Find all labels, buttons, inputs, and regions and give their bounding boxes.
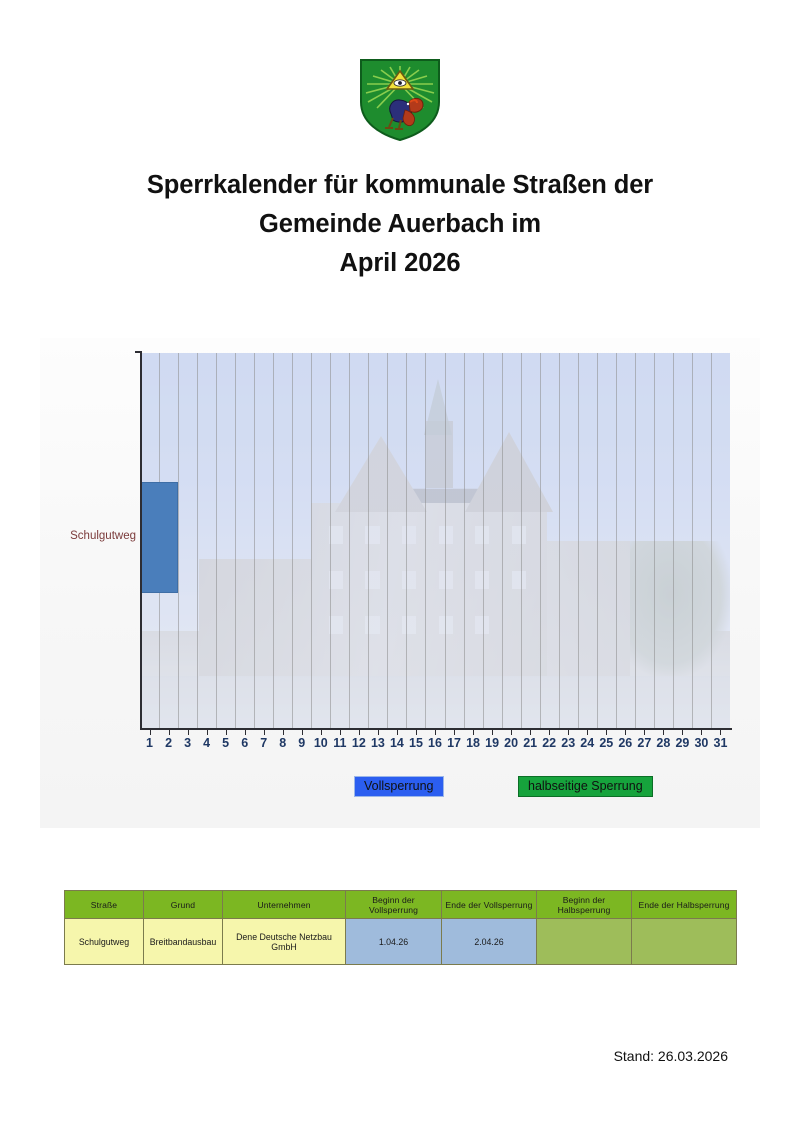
x-tick-label: 28 <box>656 736 671 750</box>
x-tick-mark <box>511 730 512 735</box>
gridline <box>616 353 617 728</box>
gridline <box>673 353 674 728</box>
x-tick-label: 22 <box>542 736 557 750</box>
x-tick-label: 7 <box>260 736 268 750</box>
gridline <box>425 353 426 728</box>
gridline <box>292 353 293 728</box>
gridline <box>654 353 655 728</box>
x-tick-mark <box>226 730 227 735</box>
table-header-cell-5: Beginn der Halbsperrung <box>537 891 632 919</box>
sperrkalender-chart <box>40 338 760 828</box>
x-tick-mark <box>302 730 303 735</box>
chart-plot-area <box>140 353 730 728</box>
x-tick-label: 23 <box>561 736 576 750</box>
x-tick-label: 10 <box>313 736 328 750</box>
x-tick-label: 5 <box>222 736 230 750</box>
x-tick-label: 2 <box>165 736 173 750</box>
y-axis-tick <box>135 351 141 353</box>
table-cell-0: Schulgutweg <box>65 919 144 965</box>
gridline <box>502 353 503 728</box>
x-tick-mark <box>188 730 189 735</box>
x-tick-mark <box>435 730 436 735</box>
x-tick-label: 9 <box>298 736 306 750</box>
gridline <box>692 353 693 728</box>
x-tick-mark <box>549 730 550 735</box>
x-tick-mark <box>321 730 322 735</box>
chart-legend <box>40 776 760 800</box>
category-label-schulgutweg: Schulgutweg <box>70 529 136 542</box>
x-tick-label: 18 <box>466 736 481 750</box>
table-cell-2: Dene Deutsche Netzbau GmbH <box>223 919 346 965</box>
gridline <box>483 353 484 728</box>
gridline <box>406 353 407 728</box>
x-tick-mark <box>625 730 626 735</box>
x-tick-label: 29 <box>675 736 690 750</box>
table-header-cell-4: Ende der Vollsperrung <box>442 891 537 919</box>
stand-date: Stand: 26.03.2026 <box>613 1048 728 1064</box>
gridline <box>368 353 369 728</box>
x-tick-mark <box>378 730 379 735</box>
sperrungen-table-container <box>64 890 736 965</box>
page-title <box>60 166 740 283</box>
gridline <box>635 353 636 728</box>
x-tick-mark <box>283 730 284 735</box>
x-tick-label: 19 <box>485 736 500 750</box>
x-tick-label: 14 <box>389 736 404 750</box>
legend-item-halbseitige-sperrung: halbseitige Sperrung <box>518 776 653 797</box>
gridline <box>559 353 560 728</box>
x-tick-mark <box>492 730 493 735</box>
table-row <box>65 919 737 965</box>
x-tick-label: 15 <box>409 736 423 750</box>
title-line-1: Sperrkalender für kommunale Straßen der <box>146 171 654 199</box>
x-tick-label: 31 <box>713 736 728 750</box>
gridline <box>178 353 179 728</box>
x-tick-label: 27 <box>637 736 652 750</box>
x-tick-label: 24 <box>580 736 595 750</box>
gridline <box>540 353 541 728</box>
x-tick-mark <box>606 730 607 735</box>
y-axis-line <box>140 351 142 730</box>
x-tick-mark <box>169 730 170 735</box>
gridline <box>273 353 274 728</box>
gridline <box>330 353 331 728</box>
gridline <box>711 353 712 728</box>
x-tick-mark <box>359 730 360 735</box>
table-cell-5 <box>537 919 632 965</box>
x-tick-label: 17 <box>447 736 461 750</box>
x-tick-label: 20 <box>504 736 519 750</box>
x-tick-label: 8 <box>279 736 287 750</box>
title-line-3: April 2026 <box>339 249 461 277</box>
table-header-cell-6: Ende der Halbsperrung <box>632 891 737 919</box>
x-tick-mark <box>682 730 683 735</box>
x-tick-mark <box>568 730 569 735</box>
x-tick-label: 4 <box>203 736 211 750</box>
gridline <box>216 353 217 728</box>
x-tick-label: 21 <box>523 736 538 750</box>
x-tick-mark <box>720 730 721 735</box>
x-tick-label: 11 <box>333 736 347 750</box>
gridline <box>521 353 522 728</box>
x-tick-mark <box>340 730 341 735</box>
x-tick-mark <box>454 730 455 735</box>
x-tick-mark <box>397 730 398 735</box>
table-header-cell-2: Unternehmen <box>223 891 346 919</box>
x-tick-label: 1 <box>146 736 153 750</box>
legend-item-vollsperrung: Vollsperrung <box>354 776 444 797</box>
x-tick-mark <box>150 730 151 735</box>
gridline <box>464 353 465 728</box>
x-axis-line <box>140 728 732 730</box>
gridline <box>387 353 388 728</box>
x-tick-label: 26 <box>618 736 633 750</box>
x-tick-label: 30 <box>694 736 709 750</box>
gridline <box>235 353 236 728</box>
bar-vollsperrung-schulgutweg <box>140 482 178 593</box>
x-tick-mark <box>264 730 265 735</box>
x-tick-mark <box>644 730 645 735</box>
x-tick-mark <box>245 730 246 735</box>
table-header-cell-0: Straße <box>65 891 144 919</box>
table-cell-6 <box>632 919 737 965</box>
x-axis-tick-labels <box>140 736 732 754</box>
gridline <box>597 353 598 728</box>
gridline <box>311 353 312 728</box>
table-header-cell-3: Beginn der Vollsperrung <box>346 891 442 919</box>
x-tick-label: 6 <box>241 736 249 750</box>
x-tick-mark <box>207 730 208 735</box>
table-cell-3: 1.04.26 <box>346 919 442 965</box>
coat-of-arms-icon <box>357 58 443 142</box>
coat-of-arms-container <box>0 58 800 142</box>
gridline <box>445 353 446 728</box>
table-header-cell-1: Grund <box>144 891 223 919</box>
x-tick-mark <box>663 730 664 735</box>
x-tick-mark <box>416 730 417 735</box>
table-cell-4: 2.04.26 <box>442 919 537 965</box>
gridline <box>349 353 350 728</box>
table-cell-1: Breitbandausbau <box>144 919 223 965</box>
x-tick-label: 25 <box>599 736 614 750</box>
sperrungen-table <box>64 890 737 965</box>
x-tick-mark <box>530 730 531 735</box>
x-tick-mark <box>701 730 702 735</box>
title-line-2: Gemeinde Auerbach im <box>259 210 541 238</box>
x-tick-mark <box>473 730 474 735</box>
gridline <box>578 353 579 728</box>
x-tick-label: 13 <box>370 736 385 750</box>
x-tick-label: 16 <box>428 736 442 750</box>
gridline <box>197 353 198 728</box>
gridline <box>254 353 255 728</box>
x-tick-label: 12 <box>351 736 366 750</box>
x-tick-mark <box>587 730 588 735</box>
chart-gridlines <box>140 353 730 728</box>
x-tick-label: 3 <box>184 736 192 750</box>
table-header-row <box>65 891 737 919</box>
